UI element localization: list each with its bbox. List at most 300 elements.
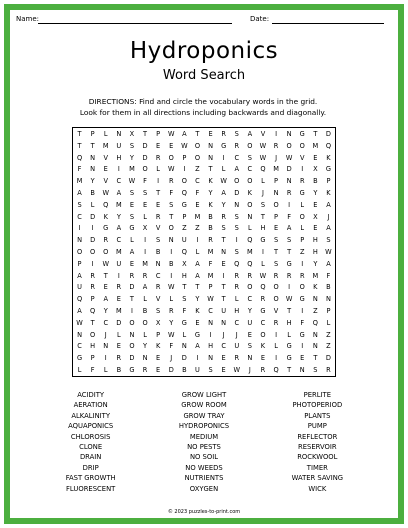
grid-letter[interactable]: E: [116, 295, 121, 304]
grid-letter[interactable]: I: [288, 283, 291, 292]
grid-letter[interactable]: T: [90, 141, 95, 150]
grid-letter[interactable]: I: [222, 153, 225, 162]
grid-letter[interactable]: L: [287, 330, 291, 339]
grid-letter[interactable]: F: [169, 188, 174, 197]
grid-letter[interactable]: S: [156, 307, 161, 316]
grid-letter[interactable]: I: [275, 330, 278, 339]
grid-letter[interactable]: N: [208, 141, 214, 150]
grid-letter[interactable]: C: [77, 342, 82, 351]
grid-letter[interactable]: G: [299, 129, 305, 138]
grid-letter[interactable]: N: [221, 318, 227, 327]
grid-letter[interactable]: Q: [325, 141, 332, 150]
grid-letter[interactable]: F: [326, 271, 331, 280]
grid-letter[interactable]: T: [143, 129, 148, 138]
grid-letter[interactable]: R: [208, 236, 213, 245]
grid-letter[interactable]: E: [116, 342, 121, 351]
grid-letter[interactable]: O: [299, 141, 305, 150]
grid-letter[interactable]: L: [130, 236, 134, 245]
grid-letter[interactable]: Q: [90, 307, 96, 316]
grid-letter[interactable]: G: [299, 188, 305, 197]
grid-letter[interactable]: A: [326, 224, 331, 233]
grid-letter[interactable]: K: [326, 153, 331, 162]
grid-letter[interactable]: M: [312, 141, 319, 150]
grid-letter[interactable]: I: [130, 307, 133, 316]
grid-letter[interactable]: M: [142, 259, 148, 268]
grid-letter[interactable]: N: [208, 318, 214, 327]
grid-letter[interactable]: W: [128, 177, 136, 186]
grid-letter[interactable]: T: [313, 129, 318, 138]
grid-letter[interactable]: T: [103, 271, 108, 280]
grid-letter[interactable]: Q: [312, 318, 318, 327]
grid-letter[interactable]: A: [182, 129, 187, 138]
grid-letter[interactable]: J: [104, 330, 107, 339]
grid-letter[interactable]: Z: [326, 330, 331, 339]
grid-letter[interactable]: Y: [103, 307, 108, 316]
grid-letter[interactable]: A: [77, 188, 82, 197]
grid-letter[interactable]: R: [103, 236, 109, 245]
grid-letter[interactable]: R: [247, 271, 253, 280]
grid-letter[interactable]: I: [301, 342, 304, 351]
grid-letter[interactable]: R: [142, 271, 148, 280]
grid-letter[interactable]: A: [247, 129, 253, 138]
grid-letter[interactable]: Z: [195, 165, 200, 174]
grid-letter[interactable]: P: [90, 354, 95, 363]
grid-letter[interactable]: I: [170, 247, 173, 256]
grid-letter[interactable]: X: [313, 212, 318, 221]
grid-letter[interactable]: R: [286, 271, 292, 280]
grid-letter[interactable]: F: [300, 318, 305, 327]
grid-letter[interactable]: J: [261, 188, 264, 197]
grid-letter[interactable]: C: [234, 153, 240, 162]
grid-letter[interactable]: J: [235, 330, 238, 339]
grid-letter[interactable]: S: [234, 247, 239, 256]
grid-letter[interactable]: L: [274, 342, 278, 351]
grid-letter[interactable]: T: [169, 212, 174, 221]
grid-letter[interactable]: S: [182, 295, 187, 304]
grid-letter[interactable]: G: [129, 224, 135, 233]
grid-letter[interactable]: I: [78, 224, 81, 233]
grid-letter[interactable]: O: [168, 153, 174, 162]
grid-letter[interactable]: O: [299, 283, 305, 292]
grid-letter[interactable]: L: [234, 295, 239, 304]
grid-letter[interactable]: E: [221, 259, 226, 268]
grid-letter[interactable]: R: [299, 271, 305, 280]
grid-letter[interactable]: B: [313, 177, 318, 186]
grid-letter[interactable]: S: [77, 200, 82, 209]
grid-letter[interactable]: M: [102, 141, 109, 150]
grid-letter[interactable]: N: [221, 247, 227, 256]
grid-letter[interactable]: U: [116, 259, 122, 268]
grid-letter[interactable]: N: [129, 330, 135, 339]
grid-letter[interactable]: R: [234, 354, 240, 363]
grid-letter[interactable]: Y: [208, 188, 213, 197]
grid-letter[interactable]: I: [196, 236, 199, 245]
grid-letter[interactable]: X: [142, 224, 148, 233]
grid-letter[interactable]: Y: [143, 342, 148, 351]
grid-letter[interactable]: X: [129, 129, 135, 138]
grid-letter[interactable]: H: [286, 318, 292, 327]
grid-letter[interactable]: T: [90, 318, 95, 327]
grid-letter[interactable]: R: [234, 283, 240, 292]
grid-letter[interactable]: O: [273, 200, 279, 209]
grid-letter[interactable]: T: [274, 247, 279, 256]
grid-letter[interactable]: R: [142, 366, 148, 375]
grid-letter[interactable]: D: [90, 212, 96, 221]
grid-letter[interactable]: L: [326, 318, 331, 327]
grid-letter[interactable]: N: [286, 129, 292, 138]
grid-letter[interactable]: O: [142, 165, 148, 174]
grid-letter[interactable]: V: [299, 153, 305, 162]
grid-letter[interactable]: T: [208, 165, 213, 174]
grid-letter[interactable]: R: [116, 354, 122, 363]
grid-letter[interactable]: I: [104, 354, 107, 363]
grid-letter[interactable]: C: [155, 271, 161, 280]
grid-letter[interactable]: Q: [247, 259, 253, 268]
grid-letter[interactable]: U: [77, 283, 82, 292]
grid-letter[interactable]: S: [169, 200, 174, 209]
grid-letter[interactable]: X: [155, 318, 161, 327]
grid-letter[interactable]: W: [259, 141, 267, 150]
grid-letter[interactable]: T: [221, 283, 226, 292]
grid-letter[interactable]: Z: [195, 224, 200, 233]
grid-letter[interactable]: A: [116, 188, 122, 197]
grid-letter[interactable]: W: [181, 141, 188, 150]
grid-letter[interactable]: T: [182, 283, 187, 292]
grid-letter[interactable]: Q: [76, 295, 83, 304]
grid-letter[interactable]: N: [208, 153, 214, 162]
grid-letter[interactable]: R: [299, 177, 305, 186]
grid-letter[interactable]: P: [182, 153, 187, 162]
grid-letter[interactable]: O: [90, 247, 96, 256]
grid-letter[interactable]: Y: [90, 177, 95, 186]
grid-letter[interactable]: E: [300, 354, 305, 363]
grid-letter[interactable]: L: [143, 295, 147, 304]
grid-letter[interactable]: Q: [234, 259, 240, 268]
grid-letter[interactable]: L: [195, 247, 200, 256]
grid-letter[interactable]: E: [247, 330, 252, 339]
grid-letter[interactable]: R: [273, 318, 279, 327]
grid-letter[interactable]: F: [287, 212, 292, 221]
grid-letter[interactable]: N: [312, 342, 318, 351]
grid-letter[interactable]: S: [129, 141, 135, 150]
grid-letter[interactable]: G: [181, 200, 187, 209]
grid-letter[interactable]: S: [142, 188, 148, 197]
grid-letter[interactable]: E: [169, 141, 174, 150]
grid-letter[interactable]: R: [234, 141, 240, 150]
grid-letter[interactable]: B: [182, 366, 187, 375]
grid-letter[interactable]: N: [181, 342, 187, 351]
grid-letter[interactable]: H: [260, 224, 266, 233]
grid-letter[interactable]: V: [103, 177, 108, 186]
grid-letter[interactable]: T: [156, 188, 161, 197]
grid-letter[interactable]: Y: [116, 212, 121, 221]
grid-letter[interactable]: P: [326, 177, 331, 186]
grid-letter[interactable]: N: [77, 330, 83, 339]
grid-letter[interactable]: Q: [181, 247, 187, 256]
grid-letter[interactable]: X: [313, 165, 318, 174]
grid-letter[interactable]: A: [77, 271, 82, 280]
grid-letter[interactable]: L: [117, 330, 121, 339]
grid-letter[interactable]: P: [77, 259, 82, 268]
grid-letter[interactable]: A: [234, 165, 239, 174]
grid-letter[interactable]: S: [234, 129, 239, 138]
grid-letter[interactable]: D: [234, 188, 240, 197]
grid-letter[interactable]: X: [182, 259, 187, 268]
grid-letter[interactable]: D: [325, 129, 331, 138]
grid-letter[interactable]: L: [182, 330, 187, 339]
grid-letter[interactable]: P: [182, 212, 187, 221]
grid-letter[interactable]: O: [260, 330, 266, 339]
grid-letter[interactable]: B: [116, 366, 122, 375]
grid-letter[interactable]: I: [117, 165, 120, 174]
grid-letter[interactable]: Y: [247, 307, 252, 316]
grid-letter[interactable]: E: [313, 224, 318, 233]
grid-letter[interactable]: S: [234, 224, 239, 233]
grid-letter[interactable]: E: [156, 141, 161, 150]
grid-letter[interactable]: U: [247, 318, 253, 327]
grid-letter[interactable]: B: [208, 212, 213, 221]
grid-letter[interactable]: O: [299, 212, 305, 221]
grid-letter[interactable]: D: [325, 354, 331, 363]
grid-letter[interactable]: F: [169, 342, 174, 351]
grid-letter[interactable]: E: [156, 366, 161, 375]
grid-letter[interactable]: E: [156, 354, 161, 363]
grid-letter[interactable]: F: [195, 188, 200, 197]
grid-letter[interactable]: S: [260, 200, 266, 209]
grid-letter[interactable]: E: [103, 283, 108, 292]
grid-letter[interactable]: Q: [260, 165, 266, 174]
grid-letter[interactable]: B: [155, 247, 161, 256]
grid-letter[interactable]: H: [234, 307, 240, 316]
grid-letter[interactable]: K: [208, 177, 213, 186]
grid-letter[interactable]: I: [275, 129, 278, 138]
grid-letter[interactable]: I: [301, 307, 304, 316]
grid-letter[interactable]: Q: [247, 236, 253, 245]
grid-letter[interactable]: O: [194, 141, 201, 150]
grid-letter[interactable]: G: [221, 141, 227, 150]
grid-letter[interactable]: W: [259, 153, 267, 162]
grid-letter[interactable]: L: [261, 177, 265, 186]
grid-letter[interactable]: N: [77, 236, 83, 245]
grid-letter[interactable]: M: [115, 307, 122, 316]
grid-letter[interactable]: J: [327, 212, 330, 221]
grid-letter[interactable]: C: [208, 307, 213, 316]
grid-letter[interactable]: W: [285, 295, 293, 304]
grid-letter[interactable]: I: [91, 224, 94, 233]
grid-letter[interactable]: G: [103, 224, 109, 233]
grid-letter[interactable]: C: [195, 177, 200, 186]
grid-letter[interactable]: D: [168, 366, 174, 375]
grid-letter[interactable]: Z: [182, 224, 187, 233]
grid-letter[interactable]: I: [196, 354, 199, 363]
grid-letter[interactable]: R: [221, 212, 226, 221]
grid-letter[interactable]: O: [76, 247, 83, 256]
grid-letter[interactable]: R: [260, 295, 266, 304]
grid-letter[interactable]: T: [287, 366, 292, 375]
grid-letter[interactable]: V: [273, 307, 279, 316]
grid-letter[interactable]: T: [77, 141, 82, 150]
grid-letter[interactable]: H: [312, 247, 318, 256]
grid-letter[interactable]: I: [209, 330, 212, 339]
grid-letter[interactable]: I: [144, 247, 147, 256]
grid-letter[interactable]: U: [116, 141, 122, 150]
grid-letter[interactable]: S: [287, 236, 292, 245]
grid-letter[interactable]: P: [274, 177, 279, 186]
grid-letter[interactable]: Y: [195, 295, 200, 304]
grid-letter[interactable]: T: [221, 295, 226, 304]
grid-letter[interactable]: W: [167, 330, 175, 339]
grid-letter[interactable]: T: [313, 354, 318, 363]
grid-letter[interactable]: D: [129, 283, 135, 292]
grid-letter[interactable]: T: [287, 247, 292, 256]
grid-letter[interactable]: G: [325, 165, 331, 174]
grid-letter[interactable]: E: [195, 318, 200, 327]
grid-letter[interactable]: N: [273, 188, 279, 197]
grid-letter[interactable]: C: [103, 318, 109, 327]
grid-letter[interactable]: P: [274, 212, 279, 221]
grid-letter[interactable]: W: [220, 177, 227, 186]
grid-letter[interactable]: J: [248, 366, 251, 375]
grid-letter[interactable]: C: [116, 177, 122, 186]
grid-letter[interactable]: A: [195, 342, 200, 351]
grid-letter[interactable]: D: [90, 236, 96, 245]
grid-letter[interactable]: N: [168, 236, 174, 245]
grid-letter[interactable]: E: [195, 200, 200, 209]
grid-letter[interactable]: I: [301, 165, 304, 174]
grid-letter[interactable]: S: [326, 236, 331, 245]
grid-letter[interactable]: R: [168, 177, 174, 186]
grid-letter[interactable]: N: [103, 342, 109, 351]
grid-letter[interactable]: D: [142, 141, 148, 150]
grid-letter[interactable]: J: [275, 153, 278, 162]
grid-letter[interactable]: M: [194, 212, 201, 221]
grid-letter[interactable]: T: [77, 129, 82, 138]
grid-letter[interactable]: W: [167, 129, 175, 138]
grid-letter[interactable]: K: [195, 307, 200, 316]
grid-letter[interactable]: I: [235, 236, 238, 245]
grid-letter[interactable]: H: [116, 153, 122, 162]
grid-letter[interactable]: B: [142, 307, 148, 316]
grid-letter[interactable]: M: [312, 271, 319, 280]
grid-letter[interactable]: F: [77, 165, 82, 174]
grid-letter[interactable]: K: [155, 342, 161, 351]
grid-letter[interactable]: I: [183, 165, 186, 174]
grid-letter[interactable]: G: [129, 366, 135, 375]
grid-letter[interactable]: G: [76, 354, 83, 363]
grid-letter[interactable]: O: [247, 283, 253, 292]
grid-letter[interactable]: U: [221, 307, 227, 316]
grid-letter[interactable]: V: [155, 224, 161, 233]
grid-letter[interactable]: V: [260, 129, 266, 138]
grid-letter[interactable]: H: [90, 342, 96, 351]
grid-letter[interactable]: L: [300, 200, 305, 209]
grid-letter[interactable]: Z: [326, 342, 331, 351]
grid-letter[interactable]: R: [116, 283, 122, 292]
grid-letter[interactable]: B: [208, 224, 213, 233]
grid-letter[interactable]: W: [285, 153, 293, 162]
grid-letter[interactable]: O: [142, 318, 148, 327]
grid-letter[interactable]: K: [208, 200, 213, 209]
grid-letter[interactable]: R: [260, 366, 266, 375]
grid-letter[interactable]: F: [90, 366, 95, 375]
grid-letter[interactable]: U: [181, 236, 187, 245]
grid-letter[interactable]: P: [156, 129, 161, 138]
grid-letter[interactable]: N: [247, 354, 253, 363]
grid-letter[interactable]: P: [90, 129, 95, 138]
grid-letter[interactable]: K: [313, 283, 318, 292]
grid-letter[interactable]: Z: [299, 247, 305, 256]
grid-letter[interactable]: O: [247, 200, 253, 209]
grid-letter[interactable]: O: [129, 342, 135, 351]
grid-letter[interactable]: R: [234, 271, 240, 280]
grid-letter[interactable]: R: [155, 153, 161, 162]
grid-letter[interactable]: L: [300, 224, 305, 233]
grid-letter[interactable]: Y: [313, 188, 318, 197]
grid-letter[interactable]: A: [103, 295, 108, 304]
grid-letter[interactable]: I: [261, 247, 264, 256]
grid-letter[interactable]: F: [143, 177, 147, 186]
grid-letter[interactable]: C: [116, 236, 122, 245]
grid-letter[interactable]: M: [246, 247, 253, 256]
grid-letter[interactable]: I: [144, 236, 147, 245]
grid-letter[interactable]: N: [312, 295, 318, 304]
grid-letter[interactable]: E: [221, 366, 226, 375]
grid-letter[interactable]: O: [90, 330, 96, 339]
grid-letter[interactable]: O: [286, 141, 292, 150]
grid-letter[interactable]: G: [260, 236, 266, 245]
grid-letter[interactable]: S: [129, 212, 135, 221]
grid-letter[interactable]: B: [168, 259, 174, 268]
grid-letter[interactable]: N: [234, 200, 240, 209]
grid-letter[interactable]: Q: [273, 366, 279, 375]
grid-letter[interactable]: W: [167, 165, 175, 174]
grid-letter[interactable]: R: [168, 307, 174, 316]
grid-letter[interactable]: Z: [313, 307, 318, 316]
grid-letter[interactable]: T: [129, 295, 134, 304]
grid-letter[interactable]: A: [129, 247, 135, 256]
grid-letter[interactable]: T: [260, 212, 265, 221]
grid-letter[interactable]: K: [103, 212, 108, 221]
grid-letter[interactable]: W: [167, 283, 175, 292]
grid-letter[interactable]: W: [76, 318, 83, 327]
grid-letter[interactable]: P: [300, 236, 305, 245]
grid-letter[interactable]: A: [326, 200, 331, 209]
grid-letter[interactable]: S: [129, 188, 135, 197]
grid-letter[interactable]: M: [115, 200, 122, 209]
grid-letter[interactable]: W: [102, 259, 109, 268]
grid-letter[interactable]: D: [116, 318, 122, 327]
grid-letter[interactable]: O: [234, 177, 240, 186]
grid-letter[interactable]: G: [286, 259, 292, 268]
grid-letter[interactable]: I: [288, 200, 291, 209]
grid-letter[interactable]: P: [208, 283, 213, 292]
grid-letter[interactable]: C: [221, 342, 226, 351]
grid-letter[interactable]: K: [326, 188, 331, 197]
grid-letter[interactable]: N: [90, 153, 96, 162]
grid-letter[interactable]: W: [233, 366, 240, 375]
grid-letter[interactable]: S: [208, 366, 213, 375]
grid-letter[interactable]: C: [260, 318, 266, 327]
grid-letter[interactable]: O: [168, 224, 174, 233]
grid-letter[interactable]: Y: [169, 318, 174, 327]
grid-letter[interactable]: E: [208, 129, 213, 138]
grid-letter[interactable]: C: [77, 212, 82, 221]
grid-letter[interactable]: N: [142, 354, 148, 363]
grid-letter[interactable]: L: [248, 224, 252, 233]
grid-letter[interactable]: E: [221, 354, 226, 363]
grid-letter[interactable]: N: [286, 177, 292, 186]
grid-letter[interactable]: R: [326, 366, 331, 375]
